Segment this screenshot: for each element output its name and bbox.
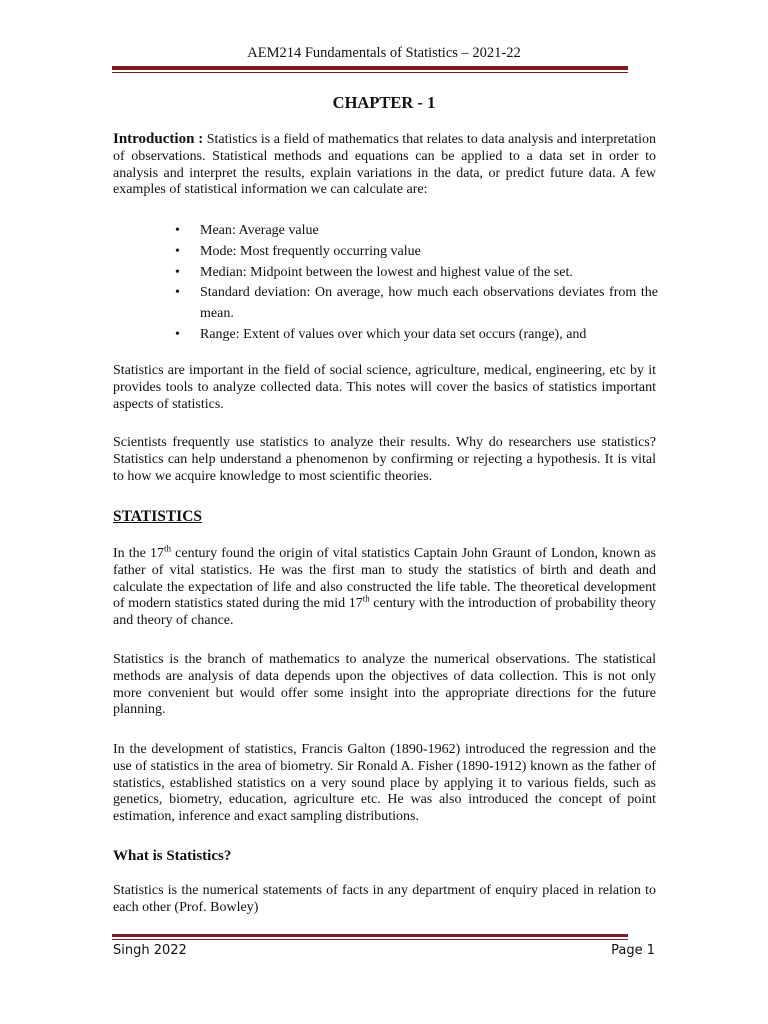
header-rule-thin <box>112 72 628 73</box>
running-header: AEM214 Fundamentals of Statistics – 2021-22 <box>247 45 521 61</box>
header-rule-thick <box>112 66 628 70</box>
scientists-paragraph: Scientists frequently use statistics to analyze their results. Why do researchers use statistics? Statistics can help understand a phenomenon by confirming or rejecting a hypothesis. It is vital to how we acquire knowledge to most scientific theories. <box>113 435 656 484</box>
branch-paragraph: Statistics is the branch of mathematics to analyze the numerical observations. The statistical methods are analysis of data depends upon the objectives of data collection. This is not only more convenient but would offer some insight into the appropriate directions for the future planning. <box>113 652 656 718</box>
intro-paragraph <box>113 131 656 199</box>
definition-paragraph: Statistics is the numerical statements of facts in any department of enquiry placed in relation to each other (Prof. Bowley) <box>113 883 656 915</box>
history-text-3: century with the introduction of probability theory and theory of chance. <box>113 596 656 629</box>
list-item-mode: • Mode: Most frequently occurring value <box>175 242 658 263</box>
what-is-statistics-heading: What is Statistics? <box>113 848 232 864</box>
history-text-2: century found the origin of vital statistics Captain John Graunt of London, known as father of vital statistics. He was the first man to study the statistics of birth and death and calculate the expectation of life and also constructed the life table. The theoretical development of modern statistics stated during the mid 17 <box>113 546 657 612</box>
history-sup-1: th <box>164 543 172 554</box>
chapter-title: CHAPTER - 1 <box>332 93 436 112</box>
list-item-range: • Range: Extent of values over which your data set occurs (range), and <box>175 325 658 346</box>
history-text-1: In the 17 <box>113 546 165 561</box>
intro-text: Statistics is a field of mathematics that relates to data analysis and interpretation of observations. Statistical methods and equations can be applied to a data set in order to analysis and interpret the results, explain variations in the data, or predict future data. A few examples of statistical information we can calculate are: <box>113 132 656 198</box>
statistics-heading: STATISTICS <box>113 508 203 525</box>
history-sup-2: th <box>362 593 370 604</box>
footer-rule-thick <box>112 934 628 937</box>
history-paragraph <box>113 543 657 630</box>
list-item-median: • Median: Midpoint between the lowest and highest value of the set. <box>175 263 658 284</box>
footer-author: Singh 2022 <box>113 943 187 958</box>
list-item-standard-deviation: • Standard deviation: On average, how much each observations deviates from the mean. <box>175 283 658 325</box>
intro-label: Introduction : <box>113 131 204 147</box>
footer-page-number: Page 1 <box>611 943 655 958</box>
statistics-measures-list <box>175 221 658 346</box>
development-paragraph: In the development of statistics, Francis Galton (1890-1962) introduced the regression and the use of statistics in the area of biometry. Sir Ronald A. Fisher (1890-1912) known as the father of statistics, established statistics on a very sound place by applying it to various fields, such as genetics, biometry, education, agriculture etc. He was also introduced the concept of point estimation, inference and exact sampling distributions. <box>113 742 656 825</box>
list-item-mean: • Mean: Average value <box>175 221 658 242</box>
footer-rule-thin <box>112 939 628 940</box>
importance-paragraph: Statistics are important in the field of social science, agriculture, medical, engineering, etc by it provides tools to analyze collected data. This notes will cover the basics of statistics important aspects of statistics. <box>113 363 656 412</box>
